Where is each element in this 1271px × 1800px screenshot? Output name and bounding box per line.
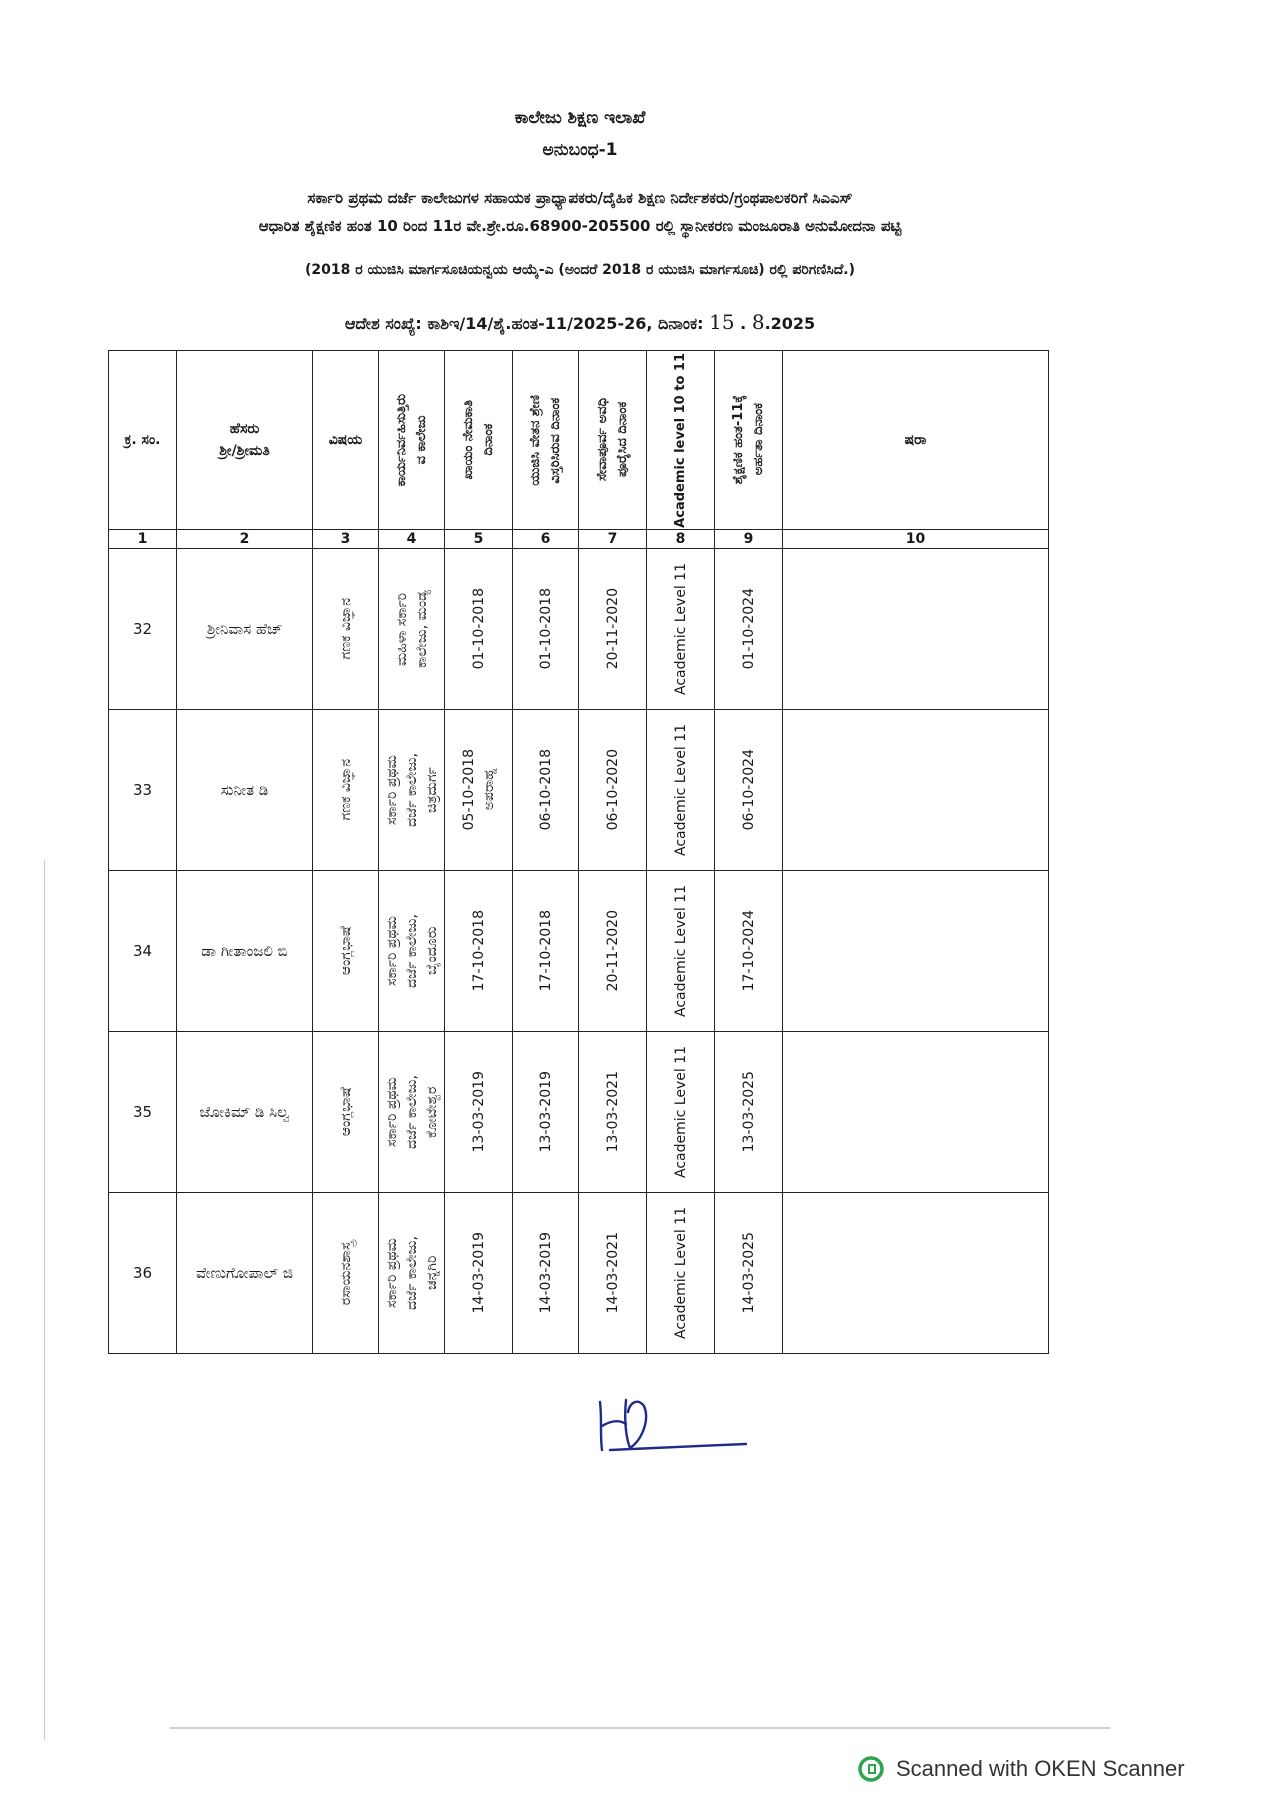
service-date-text: 13-03-2021	[604, 1071, 621, 1153]
title-line-2: ಆಧಾರಿತ ಶೈಕ್ಷಣಿಕ ಹಂತ 10 ರಿಂದ 11ರ ವೇ.ಶ್ರೇ.ರೂ.68900-205500 ರಲ್ಲಿ ಸ್ಥಾನೀಕರಣ ಮಂಜೂರಾತಿ ಅನುಮೋದನಾ ಪಟ್ಟಿ	[258, 217, 902, 235]
serial-number-cell: 36	[109, 1193, 177, 1354]
college-cell	[379, 871, 445, 1032]
serial-number-cell: 33	[109, 710, 177, 871]
remarks-cell	[783, 710, 1049, 871]
table-row	[109, 549, 1049, 710]
eligibility-date-cell	[715, 1032, 783, 1193]
ugc-scale-date-cell	[513, 1032, 579, 1193]
table-row	[109, 1032, 1049, 1193]
appointment-date-text: 05-10-2018 ಅಪರಾಹ್ನ	[460, 749, 497, 831]
subject-text: ಗಣಕ ವಿಜ್ಞಾನ	[337, 598, 354, 660]
academic-level-text: Academic Level 11	[672, 884, 689, 1017]
appointment-date-cell	[445, 1032, 513, 1193]
appointment-date-text: 17-10-2018	[470, 910, 487, 992]
column-number: 5	[445, 530, 513, 549]
academic-level-text: Academic Level 11	[672, 1206, 689, 1339]
subject-text: ಗಣಕ ವಿಜ್ಞಾನ	[337, 759, 354, 821]
eligibility-date-text: 06-10-2024	[740, 749, 757, 831]
academic-level-cell	[647, 710, 715, 871]
ugc-scale-date-text: 13-03-2019	[537, 1071, 554, 1153]
academic-level-cell	[647, 1032, 715, 1193]
appointment-date-cell	[445, 871, 513, 1032]
eligibility-date-text: 14-03-2025	[740, 1232, 757, 1314]
header-eligibility-date: ಶೈಕ್ಷಣಿಕ ಹಂತ-11ಕ್ಕೆ ಅರ್ಹತಾ ದಿನಾಂಕ	[730, 395, 766, 485]
eligibility-date-cell	[715, 871, 783, 1032]
document-title	[100, 184, 1060, 240]
order-date-month: 8	[751, 310, 765, 334]
service-date-text: 06-10-2020	[604, 749, 621, 831]
column-number: 10	[783, 530, 1049, 549]
table-row	[109, 710, 1049, 871]
header-serial-number: ಕ್ರ. ಸಂ.	[109, 351, 177, 530]
subject-cell	[313, 549, 379, 710]
header-name: ಹೆಸರು ಶ್ರೀ/ಶ್ರೀಮತಿ	[177, 351, 313, 530]
eligibility-date-text: 17-10-2024	[740, 910, 757, 992]
header-ugc-scale-date-cell	[513, 351, 579, 530]
header-subject: ವಿಷಯ	[313, 351, 379, 530]
scanner-text: Scanned with OKEN Scanner	[896, 1756, 1185, 1781]
subject-text: ರಸಾಯನಶಾಸ್ತ್ರ	[337, 1240, 354, 1306]
service-date-cell	[579, 1032, 647, 1193]
title-line-1: ಸರ್ಕಾರಿ ಪ್ರಥಮ ದರ್ಜೆ ಕಾಲೇಜುಗಳ ಸಹಾಯಕ ಪ್ರಾಧ್ಯಾಪಕರು/ದೈಹಿಕ ಶಿಕ್ಷಣ ನಿರ್ದೇಶಕರು/ಗ್ರಂಥಪಾಲಕರಿಗೆ ಸಿಎಎಸ್	[307, 189, 853, 207]
ugc-scale-date-cell	[513, 710, 579, 871]
name-cell: ಶ್ರೀನಿವಾಸ ಹೆಚ್	[177, 549, 313, 710]
header-college-cell	[379, 351, 445, 530]
academic-level-cell	[647, 871, 715, 1032]
header-appointment-date: ಖಾಯಂ ನೇಮಕಾತಿ ದಿನಾಂಕ	[460, 400, 496, 480]
college-cell	[379, 549, 445, 710]
eligibility-date-cell	[715, 710, 783, 871]
subject-cell	[313, 710, 379, 871]
subject-cell	[313, 871, 379, 1032]
appointment-date-cell	[445, 549, 513, 710]
header-service-date: ಸೇವಾಪೂರ್ವ ಅವಧಿ ಪೂರೈಸಿದ ದಿನಾಂಕ	[594, 398, 630, 482]
appointment-date-cell	[445, 1193, 513, 1354]
column-number: 1	[109, 530, 177, 549]
header-ugc-scale-date: ಯುಜಿಸಿ ವೇತನ ಶ್ರೇಣಿ ವಿಸ್ತರಿಸಿರುವ ದಿನಾಂಕ	[527, 394, 563, 486]
ugc-scale-date-cell	[513, 1193, 579, 1354]
header-remarks: ಷರಾ	[783, 351, 1049, 530]
service-date-text: 20-11-2020	[604, 910, 621, 992]
college-text: ಸರ್ಕಾರಿ ಪ್ರಥಮ ದರ್ಜೆ ಕಾಲೇಜು, ಕೋಟೇಶ್ವರ	[383, 1075, 440, 1149]
remarks-cell	[783, 871, 1049, 1032]
table-row	[109, 1193, 1049, 1354]
header-academic-level: Academic level 10 to 11	[672, 352, 688, 528]
subject-cell	[313, 1193, 379, 1354]
scanner-logo-icon	[858, 1756, 884, 1782]
academic-level-text: Academic Level 11	[672, 1045, 689, 1178]
scan-left-edge	[44, 860, 45, 1740]
academic-level-text: Academic Level 11	[672, 562, 689, 695]
subject-cell	[313, 1032, 379, 1193]
column-number: 9	[715, 530, 783, 549]
order-date-separator: .	[740, 314, 752, 333]
serial-number-cell: 32	[109, 549, 177, 710]
scan-bottom-rule	[170, 1727, 1110, 1729]
header-appointment-date-cell	[445, 351, 513, 530]
service-date-cell	[579, 549, 647, 710]
handwritten-signature-icon	[590, 1390, 750, 1460]
serial-number-cell: 34	[109, 871, 177, 1032]
column-number: 8	[647, 530, 715, 549]
appointment-date-text: 01-10-2018	[470, 588, 487, 670]
appointment-date-text: 14-03-2019	[470, 1232, 487, 1314]
college-text: ಮಹಿಳಾ ಸರ್ಕಾರಿ ಕಾಲೇಜು, ಮಂಡ್ಯ	[393, 589, 430, 669]
eligibility-date-cell	[715, 1193, 783, 1354]
college-cell	[379, 1032, 445, 1193]
eligibility-date-text: 01-10-2024	[740, 588, 757, 670]
annexure-heading: ಅನುಬಂಧ-1	[542, 140, 618, 160]
header-college: ಕಾರ್ಯನಿರ್ವಹಿಸುತ್ತಿರು ವ ಕಾಲೇಜು	[393, 393, 429, 487]
ugc-scale-date-text: 01-10-2018	[537, 588, 554, 670]
ugc-scale-date-cell	[513, 871, 579, 1032]
annexure-table	[108, 350, 1049, 1354]
scanner-watermark	[858, 1754, 1185, 1784]
order-date-day: 15	[709, 310, 735, 334]
column-number-row	[109, 530, 1049, 549]
header-service-date-cell	[579, 351, 647, 530]
order-number-line	[100, 310, 1060, 334]
name-cell: ಜೋಕಿಮ್ ಡಿ ಸಿಲ್ವ	[177, 1032, 313, 1193]
remarks-cell	[783, 1032, 1049, 1193]
eligibility-date-text: 13-03-2025	[740, 1071, 757, 1153]
college-cell	[379, 1193, 445, 1354]
remarks-cell	[783, 549, 1049, 710]
service-date-text: 20-11-2020	[604, 588, 621, 670]
ugc-scale-date-text: 06-10-2018	[537, 749, 554, 831]
name-cell: ವೇಣುಗೋಪಾಲ್ ಜಿ	[177, 1193, 313, 1354]
ugc-scale-date-cell	[513, 549, 579, 710]
signature-stroke	[600, 1400, 646, 1450]
column-number: 6	[513, 530, 579, 549]
eligibility-date-cell	[715, 549, 783, 710]
remarks-cell	[783, 1193, 1049, 1354]
serial-number-cell: 35	[109, 1032, 177, 1193]
column-number: 4	[379, 530, 445, 549]
academic-level-text: Academic Level 11	[672, 723, 689, 856]
service-date-cell	[579, 871, 647, 1032]
column-number: 3	[313, 530, 379, 549]
appointment-date-text: 13-03-2019	[470, 1071, 487, 1153]
table-body	[109, 549, 1049, 1354]
ugc-scale-date-text: 14-03-2019	[537, 1232, 554, 1314]
ugc-scale-date-text: 17-10-2018	[537, 910, 554, 992]
subject-text: ಆಂಗ್ಲಭಾಷೆ	[337, 1087, 354, 1137]
order-label: ಆದೇಶ ಸಂಖ್ಯೆ: ಕಾಶಿಇ/14/ಶೈ.ಹಂತ-11/2025-26, ದಿನಾಂಕ:	[344, 314, 704, 333]
academic-level-cell	[647, 1193, 715, 1354]
service-date-cell	[579, 1193, 647, 1354]
service-date-cell	[579, 710, 647, 871]
table-header-row	[109, 351, 1049, 530]
department-heading: ಕಾಲೇಜು ಶಿಕ್ಷಣ ಇಲಾಖೆ	[514, 108, 646, 128]
name-cell: ಡಾ ಗೀತಾಂಜಲಿ ಬಿ	[177, 871, 313, 1032]
column-number: 2	[177, 530, 313, 549]
academic-level-cell	[647, 549, 715, 710]
college-text: ಸರ್ಕಾರಿ ಪ್ರಥಮ ದರ್ಜೆ ಕಾಲೇಜು, ಚಿತ್ರದುರ್ಗ	[383, 753, 440, 827]
order-date-year: .2025	[764, 314, 816, 333]
college-cell	[379, 710, 445, 871]
header-eligibility-date-cell	[715, 351, 783, 530]
header-academic-level-cell	[647, 351, 715, 530]
college-text: ಸರ್ಕಾರಿ ಪ್ರಥಮ ದರ್ಜೆ ಕಾಲೇಜು, ಬೈಂದೂರು	[383, 914, 440, 988]
guideline-note: (2018 ರ ಯುಜಿಸಿ ಮಾರ್ಗಸೂಚಿಯನ್ವಯ ಆಯ್ಕೆ-ಎ (ಅಂದರೆ 2018 ರ ಯುಜಿಸಿ ಮಾರ್ಗಸೂಚಿ) ರಲ್ಲಿ ಪರಿಗಣಿಸಿದೆ.)	[304, 262, 856, 278]
column-number: 7	[579, 530, 647, 549]
appointment-date-cell	[445, 710, 513, 871]
table-row	[109, 871, 1049, 1032]
service-date-text: 14-03-2021	[604, 1232, 621, 1314]
college-text: ಸರ್ಕಾರಿ ಪ್ರಥಮ ದರ್ಜೆ ಕಾಲೇಜು, ಚನ್ನಗಿರಿ	[383, 1236, 440, 1310]
name-cell: ಸುನೀತ ಡಿ	[177, 710, 313, 871]
subject-text: ಆಂಗ್ಲಭಾಷೆ	[337, 926, 354, 976]
